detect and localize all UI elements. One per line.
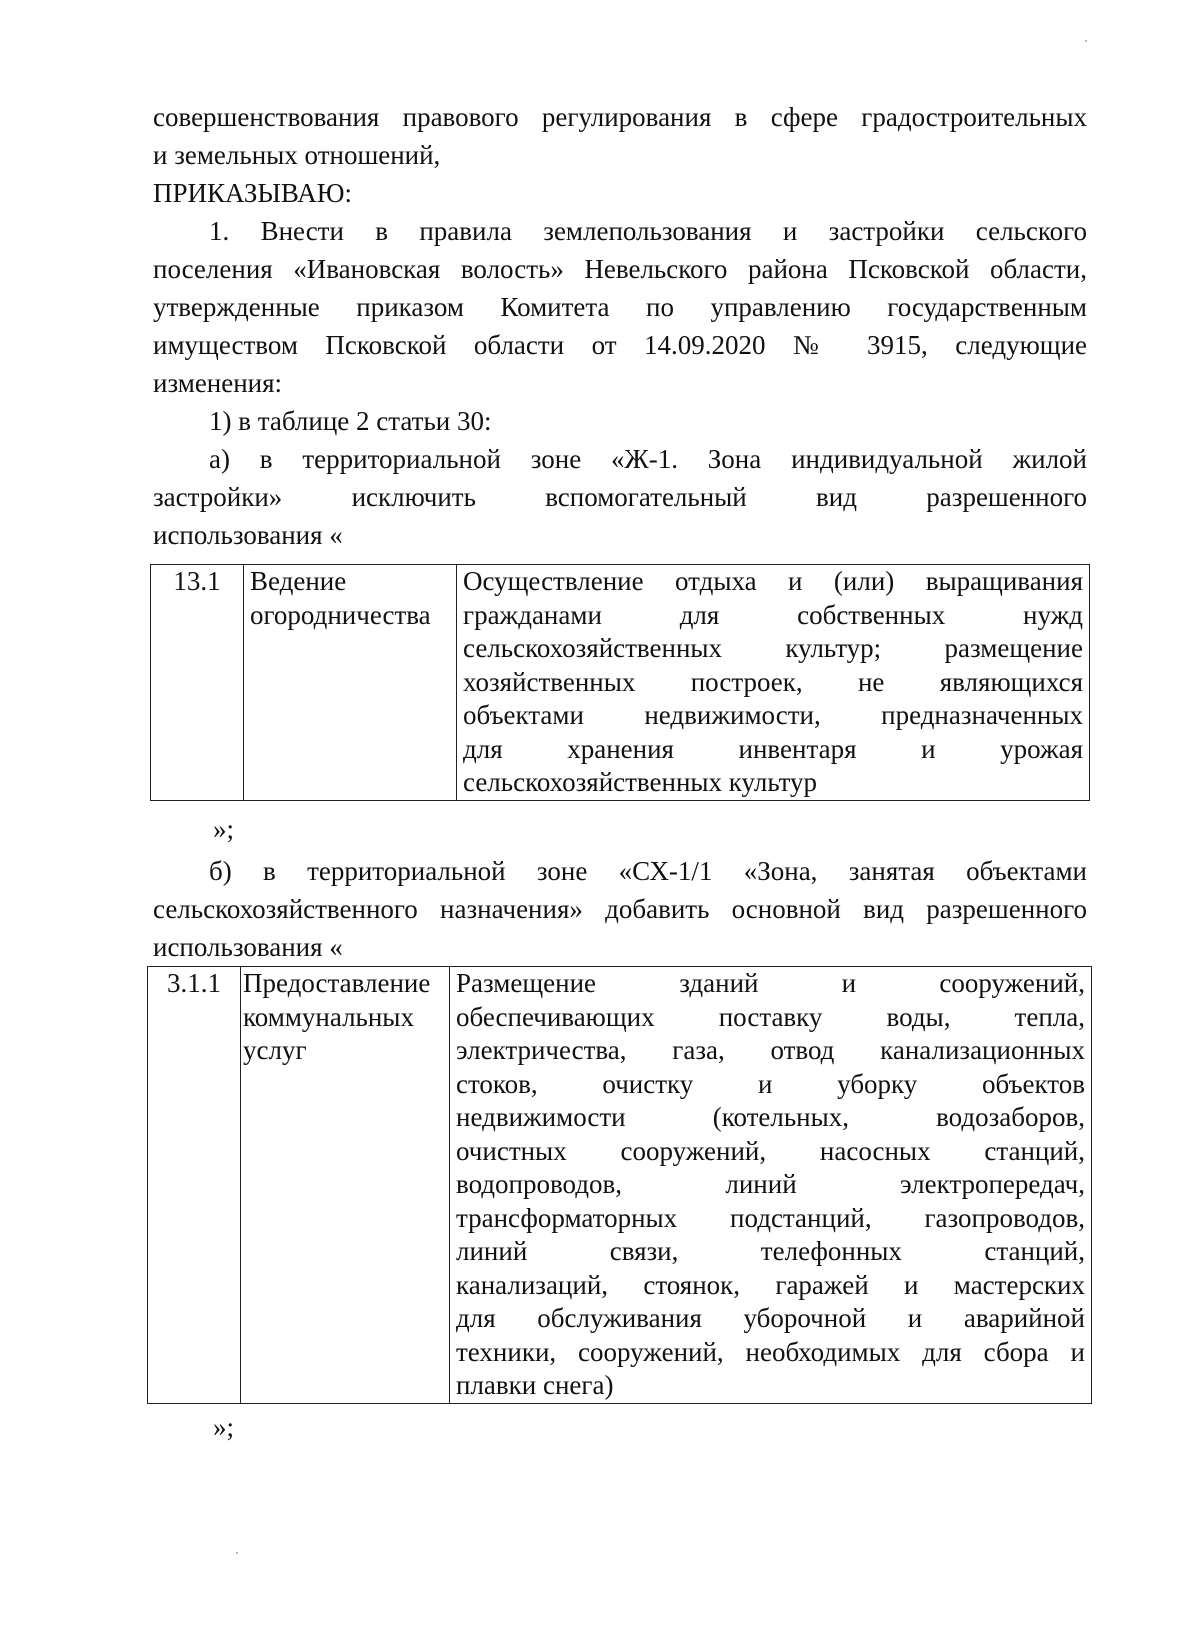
code-text: 3.1.1: [167, 968, 221, 998]
item-1-paragraph: [153, 212, 1087, 402]
subitem-line: использования «: [153, 520, 343, 550]
code-text: 13.1: [173, 566, 221, 596]
desc-line: сельскохозяйственных культур: [463, 767, 818, 797]
land-use-table-2: [147, 966, 1092, 1404]
closing-text: »;: [213, 814, 235, 844]
desc-line: сельскохозяйственных культур; размещение: [463, 633, 1083, 663]
desc-line: недвижимости (котельных, водозаборов,: [456, 1102, 1085, 1132]
table-cell-description: [457, 565, 1090, 801]
desc-line: гражданами для собственных нужд: [463, 599, 1083, 630]
subitem-line: использования «: [153, 932, 343, 962]
desc-line: Размещение зданий и сооружений,: [456, 968, 1085, 998]
desc-line: водопроводов, линий электропередач,: [456, 1169, 1085, 1199]
name-line: огородничества: [250, 599, 431, 630]
order-word: ПРИКАЗЫВАЮ:: [153, 178, 352, 208]
item-line: имуществом Псковской области от 14.09.2020 № 3915, следующие: [153, 330, 1087, 360]
subitem-line: б) в территориальной зоне «СХ-1/1 «Зона, занятая объектами: [209, 856, 1087, 886]
intro-line: и земельных отношений,: [153, 140, 441, 170]
desc-line: хозяйственных построек, не являющихся: [463, 666, 1083, 697]
table-cell-code: [151, 565, 244, 801]
order-heading: [153, 174, 1087, 212]
table-cell-code: [148, 967, 241, 1404]
scan-speck: [236, 1552, 238, 1554]
intro-line: совершенствования правового регулирования в сфере градостроительных: [153, 102, 1087, 132]
item-line: поселения «Ивановская волость» Невельского района Псковской области,: [153, 254, 1087, 284]
subitem-line: 1) в таблице 2 статьи 30:: [209, 406, 492, 436]
item-line: изменения:: [153, 368, 283, 398]
closing-quote: [213, 1408, 234, 1446]
desc-line: линий связи, телефонных станций,: [456, 1236, 1085, 1266]
desc-line: плавки снега): [456, 1370, 614, 1400]
subitem-b-paragraph: [153, 852, 1087, 966]
desc-line: трансформаторных подстанций, газопроводов,: [456, 1202, 1085, 1233]
desc-line: объектами недвижимости, предназначенных: [463, 700, 1083, 730]
name-line: услуг: [243, 1035, 307, 1065]
item-line: утвержденные приказом Комитета по управлению государственным: [153, 292, 1087, 322]
desc-line: обеспечивающих поставку воды, тепла,: [456, 1001, 1085, 1032]
desc-line: Осуществление отдыха и (или) выращивания: [463, 566, 1083, 596]
name-line: Ведение: [250, 566, 347, 596]
table-row: [151, 565, 1090, 801]
desc-line: для обслуживания уборочной и аварийной: [456, 1303, 1085, 1333]
subitem-a-paragraph: [153, 440, 1087, 554]
table-cell-name: [244, 565, 457, 801]
desc-line: для хранения инвентаря и урожая: [463, 733, 1083, 764]
desc-line: электричества, газа, отвод канализационных: [456, 1035, 1085, 1065]
scan-speck: [1085, 40, 1087, 42]
intro-paragraph: [153, 98, 1087, 174]
table-cell-description: [450, 967, 1092, 1404]
desc-line: канализаций, стоянок, гаражей и мастерских: [456, 1269, 1085, 1300]
desc-line: техники, сооружений, необходимых для сбора и: [456, 1336, 1085, 1367]
name-line: коммунальных: [243, 1001, 414, 1032]
subitem-line: застройки» исключить вспомогательный вид разрешенного: [153, 482, 1087, 512]
closing-quote: [213, 810, 234, 848]
table-cell-name: [241, 967, 450, 1404]
land-use-table-1: [150, 564, 1090, 801]
desc-line: стоков, очистку и уборку объектов: [456, 1068, 1085, 1099]
table-row: [148, 967, 1092, 1404]
subitem-1: [153, 402, 1087, 440]
subitem-line: сельскохозяйственного назначения» добавить основной вид разрешенного: [153, 894, 1087, 924]
desc-line: очистных сооружений, насосных станций,: [456, 1135, 1085, 1166]
item-line: 1. Внести в правила землепользования и застройки сельского: [209, 216, 1087, 246]
name-line: Предоставление: [243, 968, 431, 998]
closing-text: »;: [213, 1412, 235, 1442]
subitem-line: а) в территориальной зоне «Ж-1. Зона индивидуальной жилой: [209, 444, 1087, 474]
